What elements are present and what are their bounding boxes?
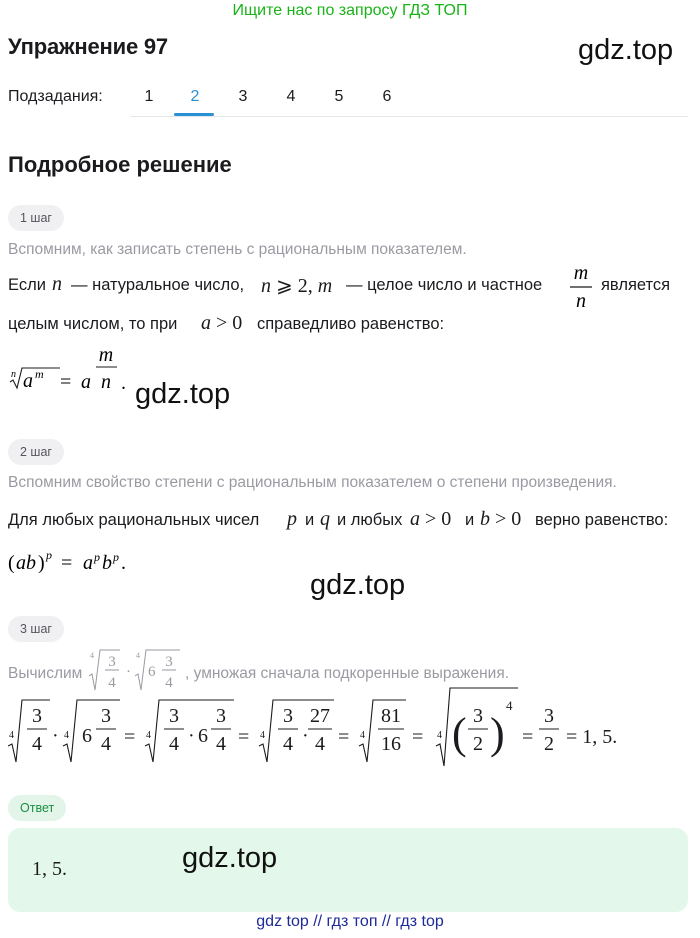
svg-text:3: 3 xyxy=(101,705,111,727)
step-1-line-2a: целым числом, то при xyxy=(8,315,178,333)
svg-text:6: 6 xyxy=(148,664,156,680)
svg-text:4: 4 xyxy=(360,730,365,741)
svg-text:3: 3 xyxy=(32,705,42,727)
svg-text:m: m xyxy=(573,262,589,284)
tab-6[interactable]: 6 xyxy=(382,88,392,105)
step-1-line-2b: справедливо равенство: xyxy=(257,315,445,333)
svg-text:p: p xyxy=(46,548,52,562)
svg-text:m: m xyxy=(35,367,44,381)
step-1-badge: 1 шаг xyxy=(8,205,64,231)
svg-text:a: a xyxy=(81,371,91,393)
svg-text:4: 4 xyxy=(108,675,116,691)
svg-text:16: 16 xyxy=(381,733,401,755)
answer-badge: Ответ xyxy=(8,795,66,821)
watermark: gdz.top xyxy=(578,34,674,66)
svg-text:3: 3 xyxy=(544,705,554,727)
svg-text:·: · xyxy=(302,725,309,747)
svg-text:n: n xyxy=(11,369,16,380)
step-1-hint: Вспомним, как записать степень с рациональным показателем. xyxy=(8,241,467,258)
step-1-line-1c: — целое число и частное xyxy=(346,276,543,294)
subtasks-label: Подзадания: xyxy=(8,88,103,105)
svg-text:3: 3 xyxy=(169,705,179,727)
svg-text:3: 3 xyxy=(283,705,293,727)
step-2-line-a: Для любых рациональных чисел xyxy=(8,511,260,529)
tab-3[interactable]: 3 xyxy=(238,88,248,105)
step-2-line-d: и xyxy=(465,511,475,529)
svg-text:81: 81 xyxy=(381,705,401,727)
active-tab-indicator xyxy=(174,113,214,116)
svg-text:a: a xyxy=(83,552,93,574)
svg-text:): ) xyxy=(490,709,505,758)
formula-product-power xyxy=(8,544,138,578)
solution-heading: Подробное решение xyxy=(8,152,232,177)
svg-text:=: = xyxy=(60,371,72,393)
watermark: gdz.top xyxy=(310,569,406,601)
svg-text:4: 4 xyxy=(260,730,265,741)
svg-text:4: 4 xyxy=(216,733,226,755)
svg-text:2: 2 xyxy=(473,733,483,755)
svg-text:): ) xyxy=(38,552,45,574)
svg-text:3: 3 xyxy=(473,705,483,727)
math-p: p xyxy=(287,508,297,530)
svg-text:.: . xyxy=(121,372,126,394)
svg-text:6: 6 xyxy=(198,725,208,747)
math-a-gt-0-2: a > 0 xyxy=(410,508,452,530)
svg-text:m: m xyxy=(98,344,114,366)
svg-text:4: 4 xyxy=(169,733,179,755)
svg-text:·: · xyxy=(188,725,195,747)
svg-text:ab: ab xyxy=(16,552,36,574)
answer-value: 1, 5. xyxy=(32,858,67,880)
watermark: gdz.top xyxy=(135,378,231,410)
subtasks-tabs xyxy=(130,80,688,117)
svg-text:4: 4 xyxy=(146,730,151,741)
watermark: gdz.top xyxy=(182,842,278,874)
answer-box xyxy=(8,828,688,912)
svg-text:p: p xyxy=(94,550,100,564)
tab-5[interactable]: 5 xyxy=(334,88,344,105)
tab-4[interactable]: 4 xyxy=(286,88,296,105)
svg-text:=: = xyxy=(238,726,250,748)
math-n: n xyxy=(52,273,62,295)
svg-text:=: = xyxy=(338,726,350,748)
formula-root-to-power xyxy=(8,342,133,398)
math-a-gt-0: a > 0 xyxy=(201,312,243,334)
step-2-line-c: и любых xyxy=(337,511,403,529)
svg-text:4: 4 xyxy=(506,698,513,713)
svg-text:=: = xyxy=(61,552,73,574)
svg-text:3: 3 xyxy=(165,654,173,670)
svg-text:= 1, 5.: = 1, 5. xyxy=(566,726,618,748)
math-q: q xyxy=(320,508,330,530)
step-3-hint-a: Вычислим xyxy=(8,665,83,682)
svg-text:4: 4 xyxy=(64,730,69,741)
step-1-line-1a: Если xyxy=(8,276,46,294)
step-3-badge: 3 шаг xyxy=(8,616,64,642)
svg-text:b: b xyxy=(102,552,112,574)
step-2-line-b: и xyxy=(305,511,315,529)
svg-text:(: ( xyxy=(452,709,467,758)
svg-text:4: 4 xyxy=(9,730,14,741)
footer-links[interactable]: gdz top // гдз топ // гдз top xyxy=(256,913,444,930)
svg-text:4: 4 xyxy=(283,733,293,755)
svg-text:27: 27 xyxy=(310,705,330,727)
svg-text:n: n xyxy=(576,290,586,312)
svg-text:4: 4 xyxy=(315,733,325,755)
svg-text:4: 4 xyxy=(90,651,94,660)
step-2-badge: 2 шаг xyxy=(8,439,64,465)
svg-text:=: = xyxy=(522,726,534,748)
formula-calculation xyxy=(8,686,628,772)
step-2-hint: Вспомним свойство степени с рациональным показателем о степени произведения. xyxy=(8,474,617,491)
svg-text:3: 3 xyxy=(108,654,116,670)
tab-1[interactable]: 1 xyxy=(144,88,154,105)
step-3-hint-b: , умножая сначала подкоренные выражения. xyxy=(185,665,510,682)
svg-text:3: 3 xyxy=(216,705,226,727)
svg-text:a: a xyxy=(23,370,33,392)
svg-text:6: 6 xyxy=(82,725,92,747)
math-b-gt-0: b > 0 xyxy=(480,508,522,530)
svg-text:p: p xyxy=(113,550,119,564)
fraction-m-over-n xyxy=(566,260,596,312)
svg-text:=: = xyxy=(124,726,136,748)
top-banner[interactable]: Ищите нас по запросу ГДЗ ТОП xyxy=(232,2,468,19)
svg-text:4: 4 xyxy=(136,651,140,660)
svg-text:.: . xyxy=(121,552,126,574)
svg-text:(: ( xyxy=(8,552,15,574)
svg-text:4: 4 xyxy=(437,730,442,741)
svg-text:n: n xyxy=(101,371,111,393)
svg-text:=: = xyxy=(412,726,424,748)
svg-text:4: 4 xyxy=(32,733,42,755)
svg-text:·: · xyxy=(126,664,131,680)
step-1-line-1d: является xyxy=(601,276,671,294)
svg-text:4: 4 xyxy=(165,675,173,691)
svg-text:4: 4 xyxy=(101,733,111,755)
step-1-line-1b: — натуральное число, xyxy=(71,276,245,294)
svg-text:·: · xyxy=(52,725,59,747)
tab-2[interactable]: 2 xyxy=(190,88,200,105)
svg-text:2: 2 xyxy=(544,733,554,755)
page-title: Упражнение 97 xyxy=(8,34,168,59)
math-n-geq-2: n ⩾ 2, m xyxy=(261,275,333,297)
step-2-line-e: верно равенство: xyxy=(535,511,669,529)
